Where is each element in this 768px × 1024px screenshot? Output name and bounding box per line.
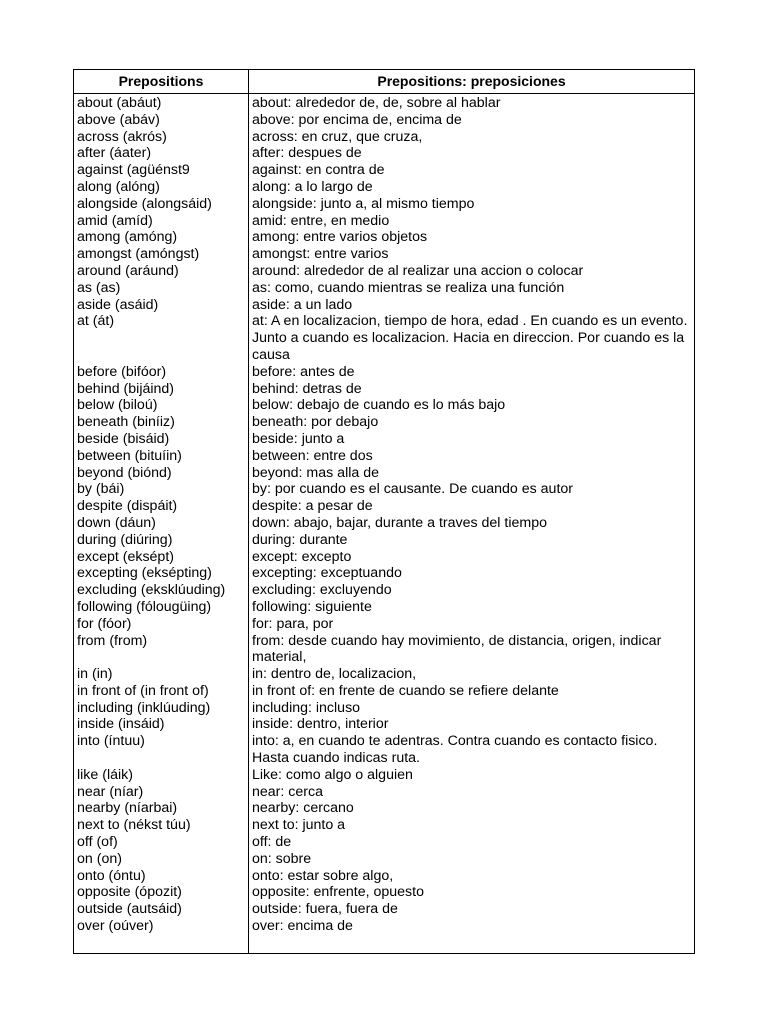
- table-row: [74, 397, 694, 414]
- preposition-es: amid: entre, en medio: [252, 212, 390, 229]
- table-row: [74, 800, 694, 817]
- preposition-es: excluding: excluyendo: [252, 582, 392, 599]
- preposition-en: against (agüénst9: [77, 162, 190, 179]
- preposition-en: about (abáut): [77, 95, 162, 111]
- preposition-en: into (íntuu): [77, 733, 145, 750]
- table-row: [74, 817, 694, 834]
- preposition-en: for (fóor): [77, 615, 132, 632]
- preposition-es: into: a, en cuando te adentras. Contra cuando es contacto fisico. Hasta cuando indicas ruta.: [252, 733, 658, 767]
- table-row: [74, 784, 694, 801]
- preposition-en: opposite (ópozit): [77, 884, 182, 901]
- preposition-en: beneath (biníiz): [77, 414, 175, 431]
- preposition-en: at (át): [77, 313, 115, 330]
- preposition-en: around (aráund): [77, 262, 179, 279]
- preposition-en: down (dáun): [77, 514, 156, 531]
- preposition-en: between (bituíin): [77, 447, 182, 464]
- preposition-es: beside: junto a: [252, 430, 345, 447]
- preposition-en: by (bái): [77, 481, 125, 498]
- preposition-es: near: cerca: [252, 783, 323, 800]
- table-row: [74, 364, 694, 381]
- preposition-es: by: por cuando es el causante. De cuando es autor: [252, 481, 574, 498]
- preposition-es: among: entre varios objetos: [252, 229, 428, 246]
- preposition-en: except (eksépt): [77, 548, 174, 565]
- table-row: [74, 263, 694, 280]
- preposition-en: below (bilоú): [77, 397, 158, 414]
- preposition-es: between: entre dos: [252, 447, 373, 464]
- preposition-es: during: durante: [252, 531, 348, 548]
- table-row: [74, 145, 694, 162]
- preposition-en: during (diúring): [77, 531, 173, 548]
- table-row: [74, 582, 694, 599]
- preposition-en: next to (nékst túu): [77, 817, 191, 834]
- preposition-en: over (oúver): [77, 918, 154, 935]
- preposition-es: about: alrededor de, de, sobre al hablar: [252, 95, 501, 111]
- preposition-es: along: a lo largo de: [252, 178, 373, 195]
- prepositions-table: [73, 69, 695, 954]
- preposition-en: above (abáv): [77, 111, 160, 128]
- preposition-es: in: dentro de, localizacion,: [252, 666, 417, 683]
- preposition-es: from: desde cuando hay movimiento, de distancia, origen, indicar material,: [252, 632, 662, 666]
- preposition-en: including (inklúuding): [77, 699, 211, 716]
- preposition-es: at: A en localizacion, tiempo de hora, edad . En cuando es un evento. Junto a cuando es localizacion. Hacia en direccion. Por cuando es la causa: [252, 313, 688, 363]
- preposition-es: for: para, por: [252, 615, 334, 632]
- table-row: [74, 280, 694, 297]
- preposition-en: onto (óntu): [77, 867, 146, 884]
- table-row: [74, 716, 694, 733]
- preposition-en: before (bifóor): [77, 363, 167, 380]
- preposition-en: along (alóng): [77, 178, 160, 195]
- table-row: [74, 179, 694, 196]
- table-row: [74, 229, 694, 246]
- preposition-es: below: debajo de cuando es lo más bajo: [252, 397, 506, 414]
- preposition-es: inside: dentro, interior: [252, 716, 389, 733]
- preposition-es: around: alrededor de al realizar una accion o colocar: [252, 262, 584, 279]
- table-row: [74, 481, 694, 498]
- preposition-es: opposite: enfrente, opuesto: [252, 884, 424, 901]
- preposition-es: above: por encima de, encima de: [252, 111, 462, 128]
- table-row: [74, 196, 694, 213]
- preposition-es: Like: como algo o alguien: [252, 766, 413, 783]
- preposition-en: behind (bijáind): [77, 380, 175, 397]
- preposition-en: following (fólougüing): [77, 598, 212, 615]
- table-row: [74, 683, 694, 700]
- table-row: [74, 297, 694, 314]
- preposition-en: excepting (ekséptіng): [77, 565, 212, 582]
- table-row: [74, 565, 694, 582]
- preposition-es: despite: a pesar de: [252, 498, 373, 515]
- preposition-en: excluding (eksklúuding): [77, 582, 226, 599]
- preposition-es: aside: a un lado: [252, 296, 353, 313]
- preposition-es: against: en contra de: [252, 162, 385, 179]
- table-row: [74, 313, 694, 363]
- table-row: [74, 549, 694, 566]
- table-row: [74, 616, 694, 633]
- table-row: [74, 834, 694, 851]
- preposition-en: outside (autsáid): [77, 901, 182, 918]
- preposition-es: across: en cruz, que cruza,: [252, 128, 423, 145]
- table-row: [74, 884, 694, 901]
- preposition-en: amid (amíd): [77, 212, 153, 229]
- table-row: [74, 666, 694, 683]
- preposition-en: near (níar): [77, 783, 144, 800]
- preposition-en: despite (dispáit): [77, 498, 178, 515]
- preposition-en: beside (bisáid): [77, 430, 170, 447]
- table-row: [74, 431, 694, 448]
- preposition-es: before: antes de: [252, 363, 355, 380]
- preposition-en: beyond (biónd): [77, 464, 172, 481]
- preposition-es: onto: estar sobre algo,: [252, 867, 394, 884]
- preposition-en: across (akrós): [77, 128, 167, 145]
- table-row: [74, 448, 694, 465]
- table-row: [74, 414, 694, 431]
- preposition-en: as (as): [77, 279, 121, 296]
- table-row: [74, 532, 694, 549]
- preposition-en: among (amóng): [77, 229, 178, 246]
- preposition-es: outside: fuera, fuera de: [252, 901, 398, 918]
- table-row: [74, 599, 694, 616]
- table-row: [74, 498, 694, 515]
- table-row: [74, 162, 694, 179]
- preposition-es: following: siguiente: [252, 598, 372, 615]
- preposition-en: in (in): [77, 666, 113, 683]
- table-body: [74, 95, 694, 935]
- preposition-en: amongst (amóngst): [77, 246, 200, 263]
- table-row: [74, 700, 694, 717]
- table-row: [74, 918, 694, 935]
- preposition-es: amongst: entre varios: [252, 246, 389, 263]
- preposition-es: on: sobre: [252, 850, 312, 867]
- preposition-es: including: incluso: [252, 699, 361, 716]
- header-preposiciones: Prepositions: preposiciones: [377, 73, 566, 89]
- table-row: [74, 733, 694, 767]
- preposition-en: alongside (alongsáid): [77, 195, 212, 212]
- preposition-es: behind: detras de: [252, 380, 362, 397]
- preposition-en: on (on): [77, 850, 122, 867]
- preposition-en: inside (insáid): [77, 716, 165, 733]
- header-prepositions: Prepositions: [118, 73, 204, 89]
- table-row: [74, 129, 694, 146]
- preposition-es: beyond: mas alla de: [252, 464, 379, 481]
- table-row: [74, 246, 694, 263]
- preposition-es: down: abajo, bajar, durante a traves del tiempo: [252, 514, 547, 531]
- table-row: [74, 633, 694, 667]
- preposition-en: in front of (in front of): [77, 682, 209, 699]
- table-row: [74, 851, 694, 868]
- preposition-en: after (áater): [77, 145, 152, 162]
- preposition-es: next to: junto a: [252, 817, 346, 834]
- preposition-es: in front of: en frente de cuando se refiere delante: [252, 682, 559, 699]
- preposition-es: over: encima de: [252, 918, 353, 935]
- preposition-es: excepting: exceptuando: [252, 565, 402, 582]
- preposition-en: like (láik): [77, 766, 133, 783]
- preposition-es: alongside: junto a, al mismo tiempo: [252, 195, 475, 212]
- preposition-en: nearby (níarbai): [77, 800, 178, 817]
- preposition-en: off (of): [77, 834, 118, 851]
- preposition-es: after: despues de: [252, 145, 362, 162]
- preposition-es: as: como, cuando mientras se realiza una función: [252, 279, 565, 296]
- table-row: [74, 901, 694, 918]
- table-row: [74, 112, 694, 129]
- preposition-es: beneath: por debajo: [252, 414, 379, 431]
- table-row: [74, 213, 694, 230]
- table-row: [74, 381, 694, 398]
- preposition-es: except: excepto: [252, 548, 352, 565]
- table-row: [74, 515, 694, 532]
- preposition-en: aside (asáid): [77, 296, 159, 313]
- table-row: [74, 95, 694, 112]
- preposition-es: off: de: [252, 834, 292, 851]
- table-row: [74, 868, 694, 885]
- table-row: [74, 465, 694, 482]
- table-header: [74, 70, 694, 94]
- preposition-en: from (from): [77, 632, 148, 649]
- table-row: [74, 767, 694, 784]
- preposition-es: nearby: cercano: [252, 800, 354, 817]
